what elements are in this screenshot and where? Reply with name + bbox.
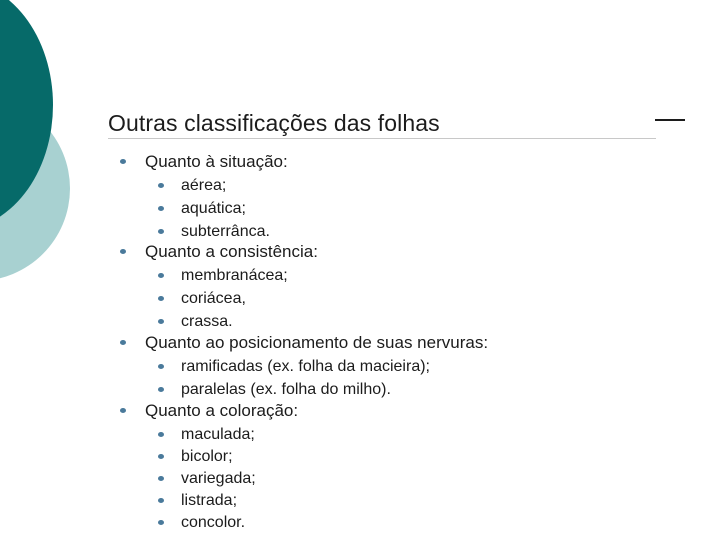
bullet-icon bbox=[158, 319, 164, 324]
group-heading-situacao: Quanto à situação: bbox=[145, 152, 288, 171]
bullet-icon bbox=[158, 273, 164, 278]
bullet-icon bbox=[158, 206, 164, 211]
bullet-icon bbox=[158, 364, 164, 369]
list-item: variegada; bbox=[181, 470, 256, 487]
list-item: aérea; bbox=[181, 177, 227, 194]
list-item: membranácea; bbox=[181, 267, 288, 284]
bullet-icon bbox=[158, 432, 164, 437]
list-item: crassa. bbox=[181, 313, 233, 330]
title-dash bbox=[655, 119, 685, 121]
list-item: maculada; bbox=[181, 426, 255, 443]
list-item: ramificadas (ex. folha da macieira); bbox=[181, 358, 430, 375]
bullet-icon bbox=[120, 249, 126, 254]
list-item: listrada; bbox=[181, 492, 238, 509]
group-heading-consistencia: Quanto a consistência: bbox=[145, 242, 318, 261]
list-item: concolor. bbox=[181, 514, 246, 531]
bullet-icon bbox=[158, 498, 164, 503]
list-item: subterrânca. bbox=[181, 223, 270, 240]
bullet-icon bbox=[158, 476, 164, 481]
list-item: aquática; bbox=[181, 200, 246, 217]
title-underline bbox=[108, 138, 656, 139]
list-item: paralelas (ex. folha do milho). bbox=[181, 381, 391, 398]
bullet-icon bbox=[120, 408, 126, 413]
list-item: coriácea, bbox=[181, 290, 246, 307]
group-heading-coloracao: Quanto a coloração: bbox=[145, 401, 299, 420]
bullet-icon bbox=[158, 454, 164, 459]
bullet-icon bbox=[158, 520, 164, 525]
bullet-icon bbox=[158, 183, 164, 188]
bullet-icon bbox=[158, 387, 164, 392]
bullet-icon bbox=[120, 159, 126, 164]
bullet-icon bbox=[120, 340, 126, 345]
group-heading-nervuras: Quanto ao posicionamento de suas nervuras: bbox=[145, 333, 489, 352]
bullet-icon bbox=[158, 229, 164, 234]
list-item: bicolor; bbox=[181, 448, 233, 465]
bullet-icon bbox=[158, 296, 164, 301]
slide-title: Outras classificações das folhas bbox=[108, 110, 440, 136]
